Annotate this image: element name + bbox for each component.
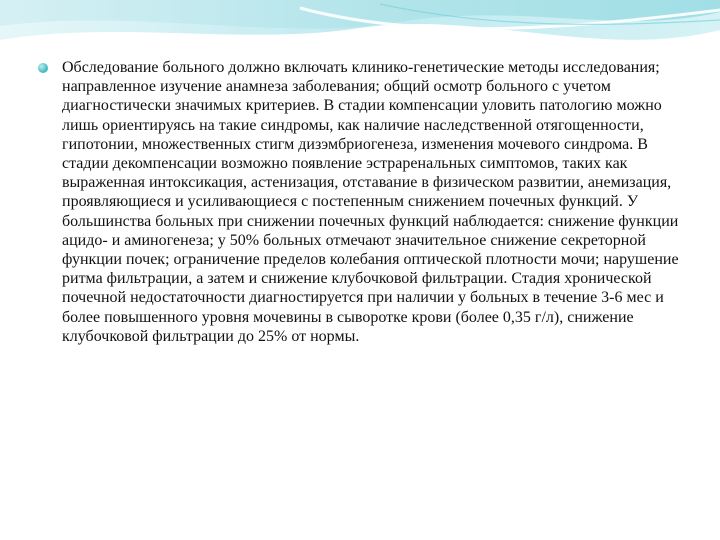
body-paragraph: Обследование больного должно включать клинико-генетические методы исследования; направленное изучение анамнеза заболевания; общий осмотр больного с учетом диагностически значимых критериев. В стадии компенсации уловить патологию можно лишь ориентируясь на такие синдромы, как наличие наследственной отягощенности, гипотонии, множественных стигм дизэмбриогенеза, изменения мочевого синдрома. В стадии декомпенсации возможно появление эстраренальных симптомов, таких как выраженная интоксикация, астенизация, отставание в физическом развитии, анемизация, проявляющиеся и усиливающиеся с постепенным снижением почечных функций. У большинства больных при снижении почечных функций наблюдается: снижение функции ацидо- и аминогенеза; у 50% больных отмечают значительное снижение секреторной функции почек; ограничение пределов колебания оптической плотности мочи; нарушение ритма фильтрации, а затем и снижение клубочковой фильтрации. Стадия хронической почечной недостаточности диагностируется при наличии у больных в течение 3-6 мес и более повышенного уровня мочевины в сыворотке крови (более 0,35 г/л), снижение клубочковой фильтрации до 25% от нормы. <box>62 59 679 345</box>
content-area <box>38 58 688 346</box>
bullet-item <box>38 58 688 346</box>
bullet-icon <box>38 63 48 73</box>
